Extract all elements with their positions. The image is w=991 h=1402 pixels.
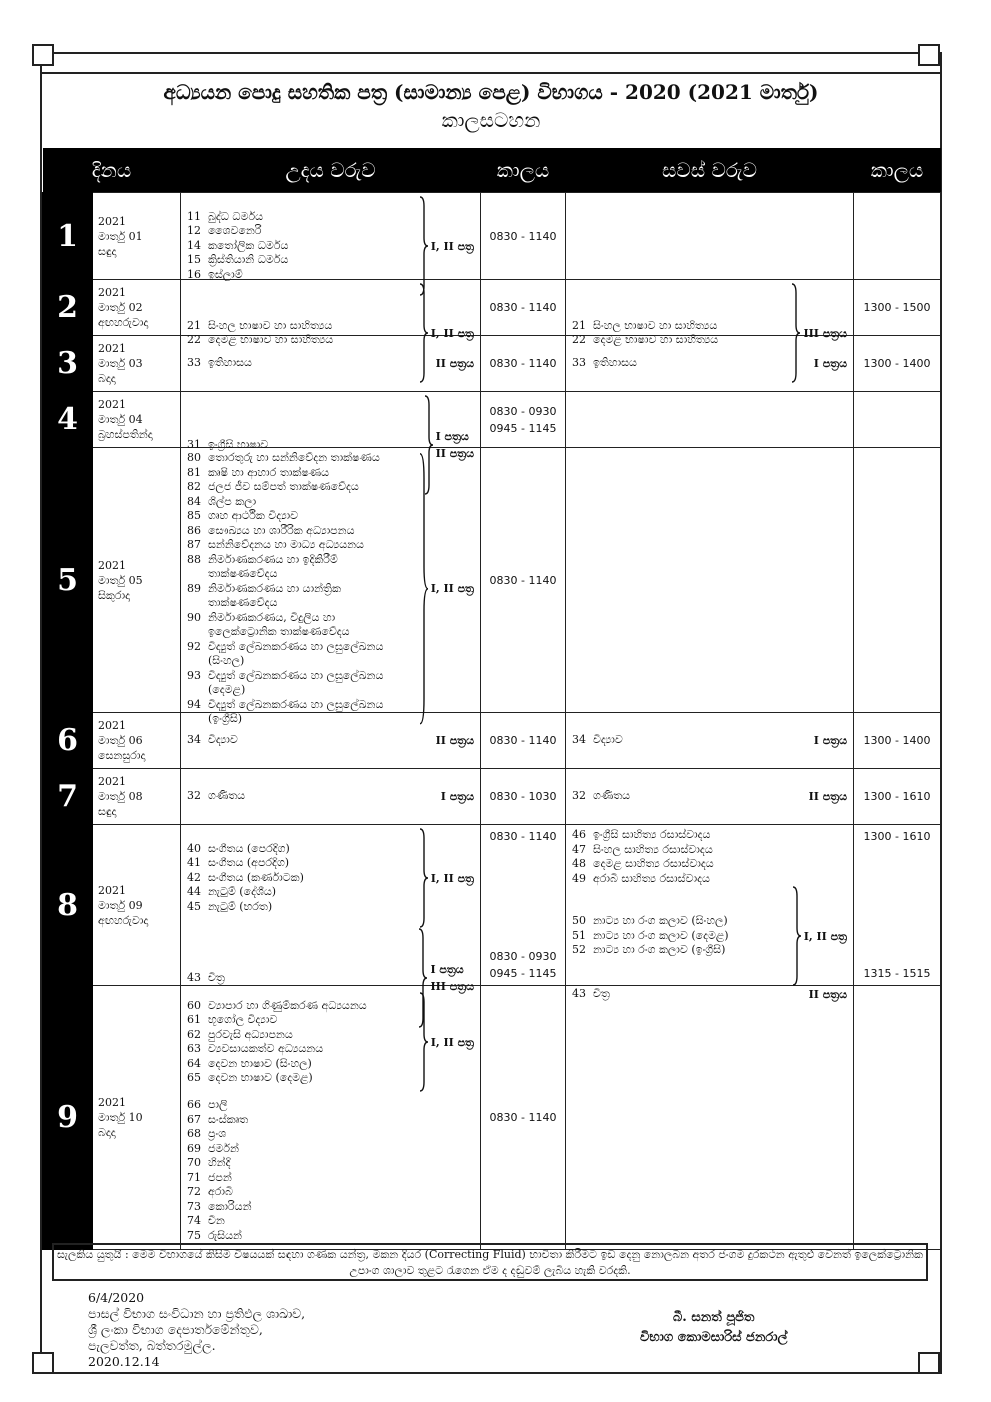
corner-ornament <box>32 44 54 66</box>
subject-item: 88 නිර්මාණකරණය හා ඉදිකිරීම් තාක්ෂණවේදය <box>187 552 338 580</box>
paper-text: I පත්‍රය <box>440 790 474 803</box>
time-list <box>854 448 940 712</box>
day-number: 9 <box>43 986 93 1250</box>
subject-group <box>187 196 474 296</box>
subject-list <box>572 733 814 748</box>
paper-text: I, II පත්‍ර <box>803 929 847 943</box>
date-line: අඟහරුවාදා <box>98 316 149 329</box>
time-slot: 0830 - 1030 <box>489 790 557 803</box>
subject-item: 65 දෙවන භාෂාව (දෙමළ) <box>187 1071 313 1084</box>
evening-cell <box>566 193 854 280</box>
time-slot: 1315 - 1515 <box>863 967 931 980</box>
subject-groups <box>566 825 853 1001</box>
paper-text: I පත්‍රය <box>813 357 847 370</box>
time-slot: 0830 - 1140 <box>489 229 557 243</box>
subject-group <box>572 986 847 1003</box>
day-number: 6 <box>43 713 93 769</box>
morning-cell <box>181 193 481 280</box>
subject-list <box>187 842 417 915</box>
subject-list <box>187 733 436 748</box>
subject-group <box>187 828 474 928</box>
subject-item: 82 ජලජ ජීව සම්පත් තාක්ෂණවේදය <box>187 480 359 493</box>
morning-time-cell <box>481 336 566 392</box>
morning-cell <box>181 769 481 825</box>
signatory-name: බී. සනත් පූජිත <box>672 1310 755 1325</box>
corner-ornament <box>918 44 940 66</box>
exam-date <box>93 193 181 280</box>
subject-list <box>572 828 847 886</box>
brace-icon <box>792 886 802 986</box>
subject-item: 52 නාට්‍ය හා රංග කලාව (ඉංග්‍රීසි) <box>572 943 726 957</box>
subject-item: 16 ඉස්ලාම් <box>187 267 243 281</box>
subject-groups <box>566 280 853 346</box>
subject-item: 12 ශෛවනෙරි <box>187 224 262 238</box>
document-title: අධ්‍යයන පොදු සහතික පත්‍ර (සාමාන්‍ය පෙළ) විභාගය - 2020 (2021 මාර්තු) <box>163 80 819 104</box>
evening-time-cell <box>854 448 941 713</box>
time-list <box>854 280 940 335</box>
subject-groups <box>181 193 480 279</box>
subject-item: 32 ගණිතය <box>187 789 246 803</box>
time-slot: 0830 - 1140 <box>489 1111 557 1124</box>
subject-item: 60 ව්‍යාපාර හා ගිණුම්කරණ අධ්‍යයනය <box>187 998 367 1012</box>
paper-text: II පත්‍රය <box>435 447 474 460</box>
paper-label <box>430 961 474 995</box>
date-line: මාර්තු 08 <box>98 790 143 803</box>
date-line: සිකුරාදා <box>98 588 130 602</box>
evening-time-cell <box>854 769 941 825</box>
exam-date <box>93 336 181 392</box>
time-slot: 0830 - 1140 <box>489 301 557 314</box>
paper-text: III පත්‍රය <box>803 326 847 340</box>
paper-text: I, II පත්‍ර <box>430 326 474 340</box>
subject-item: 34 විද්‍යාව <box>572 733 623 747</box>
subject-group <box>187 732 474 749</box>
morning-time-cell <box>481 825 566 986</box>
exam-date <box>93 280 181 336</box>
time-list <box>854 769 940 824</box>
title-block <box>42 72 940 150</box>
subject-item: 40 සංගීතය (පෙරදිග) <box>187 841 290 855</box>
subject-list <box>187 356 436 371</box>
subject-item: 62 පුරවැසි අධ්‍යාපනය <box>187 1027 293 1041</box>
subject-item: 92 විද්‍යුත් ලේඛනකරණය හා ලඝුලේඛනය (සිංහල) <box>187 639 384 667</box>
subject-group <box>572 355 847 372</box>
subject-groups <box>181 986 480 1249</box>
subject-item: 87 සන්නිවේදනය හා මාධ්‍ය අධ්‍යයනය <box>187 538 364 551</box>
subject-item: 90 නිර්මාණකරණය, විදුලිය හා ඉලෙක්ට්‍රොනික තාක්ෂණවේදය <box>187 610 350 638</box>
subject-group <box>187 1098 474 1243</box>
subject-item: 64 දෙවන භාෂාව (සිංහල) <box>187 1056 312 1070</box>
subject-item: 67 සංස්කෘත <box>187 1112 249 1126</box>
date-line: මාර්තු 02 <box>98 301 143 314</box>
paper-label <box>809 788 847 805</box>
day-number: 3 <box>43 336 93 392</box>
day-number: 5 <box>43 448 93 713</box>
subject-group <box>572 886 847 986</box>
subject-list <box>572 356 814 371</box>
brace-icon <box>419 992 429 1092</box>
date-line: 2021 <box>98 775 126 788</box>
day-number: 7 <box>43 769 93 825</box>
morning-time-cell <box>481 713 566 769</box>
day-number: 1 <box>43 193 93 280</box>
paper-label <box>431 870 474 887</box>
date-line: සෙනසුරාදා <box>98 749 146 762</box>
morning-time-cell <box>481 448 566 713</box>
subject-item: 47 සිංහල සාහිත්‍ය රසාස්වාදය <box>572 842 713 856</box>
exam-date <box>93 713 181 769</box>
evening-time-cell <box>854 336 941 392</box>
day-row <box>43 769 941 825</box>
date-line: සඳුදා <box>98 805 117 818</box>
morning-cell <box>181 280 481 346</box>
publish-date: 2020.12.14 <box>88 1354 160 1369</box>
issuer-address <box>88 1290 305 1370</box>
evening-cell <box>566 825 854 1001</box>
time-list <box>854 193 940 279</box>
subject-item: 34 විද්‍යාව <box>187 733 238 747</box>
subject-list <box>187 210 417 283</box>
header-day: දිනය <box>43 148 181 193</box>
date-line: මාර්තු 05 <box>98 573 143 587</box>
morning-cell <box>181 825 481 993</box>
time-list <box>481 392 565 447</box>
subject-group <box>187 355 474 372</box>
subject-group <box>572 788 847 805</box>
subject-item: 22 දෙමළ භාෂාව හා සාහිත්‍යය <box>187 333 334 346</box>
subject-item: 22 දෙමළ භාෂාව හා සාහිත්‍යය <box>572 333 719 346</box>
paper-label <box>436 355 474 372</box>
date-line: මාර්තු 10 <box>98 1111 143 1124</box>
paper-label <box>431 1034 474 1051</box>
date-line: 2021 <box>98 398 126 411</box>
brace-icon <box>419 451 429 727</box>
date-line: බ්‍රහස්පතින්දා <box>98 428 153 441</box>
paper-label <box>431 580 474 597</box>
subject-item: 69 ජර්මන් <box>187 1141 239 1155</box>
paper-text: I, II පත්‍ර <box>430 1035 474 1049</box>
subject-list <box>572 319 789 348</box>
subject-group <box>187 451 474 727</box>
time-slot: 0830 - 0930 <box>489 404 557 418</box>
subject-item: 33 ඉතිහාසය <box>187 356 252 370</box>
time-list <box>854 825 940 985</box>
signatory-designation: විභාග කොමසාරිස් ජනරාල් <box>640 1330 788 1345</box>
evening-cell <box>566 769 854 825</box>
time-slot: 1300 - 1610 <box>863 830 931 843</box>
subject-groups <box>566 392 853 447</box>
time-list <box>481 448 565 712</box>
corner-ornament <box>918 1352 940 1374</box>
subject-list <box>572 914 790 958</box>
subject-group <box>572 732 847 749</box>
subject-groups <box>566 713 853 768</box>
subject-item: 21 සිංහල භාෂාව හා සාහිත්‍යය <box>187 318 333 332</box>
subject-item: 73 කොරියන් <box>187 1199 252 1213</box>
date-line: 2021 <box>98 286 126 299</box>
evening-cell <box>566 986 854 1250</box>
signature-block <box>640 1308 787 1348</box>
date-line: 2021 <box>98 214 126 228</box>
subject-item: 31 ඉංග්‍රීසි භාෂාව <box>187 437 269 451</box>
paper-text: III පත්‍රය <box>430 980 474 993</box>
header-row <box>43 148 941 193</box>
subject-item: 72 අරාබි <box>187 1185 233 1198</box>
subject-item: 66 පාලි <box>187 1098 228 1111</box>
exam-date <box>93 986 181 1250</box>
subject-list <box>187 999 417 1086</box>
subject-item: 93 විද්‍යුත් ලේඛනකරණය හා ලඝුලේඛනය (දෙමළ) <box>187 668 384 696</box>
subject-groups <box>566 448 853 712</box>
header-morning: උදය වරුව <box>181 148 481 193</box>
paper-label <box>431 238 474 255</box>
time-list <box>481 713 565 768</box>
subject-item: 44 නැටුම් (දේශීය) <box>187 885 277 899</box>
subject-item: 74 චීන <box>187 1214 225 1227</box>
time-list <box>854 713 940 768</box>
paper-text: I, II පත්‍ර <box>430 239 474 253</box>
corner-ornament <box>32 1352 54 1374</box>
paper-text: II පත්‍රය <box>435 357 474 370</box>
subject-list <box>187 451 417 727</box>
paper-text: I පත්‍රය <box>430 963 464 976</box>
date-line: මාර්තු 03 <box>98 357 143 370</box>
day-number: 4 <box>43 392 93 448</box>
subject-item: 86 සෞඛ්‍යය හා ශාරීරික අධ්‍යාපනය <box>187 523 355 537</box>
date-line: 2021 <box>98 883 126 897</box>
day-row <box>43 448 941 713</box>
date-line: 2021 <box>98 1096 126 1109</box>
morning-time-cell <box>481 280 566 336</box>
day-number: 8 <box>43 825 93 986</box>
evening-time-cell <box>854 280 941 336</box>
time-slot: 0830 - 1140 <box>489 573 557 587</box>
evening-time-cell <box>854 825 941 986</box>
time-list <box>481 193 565 279</box>
subject-groups <box>181 769 480 824</box>
time-slot: 0945 - 1145 <box>489 421 557 435</box>
subject-item: 85 ගෘහ ආර්ථික විද්‍යාව <box>187 509 299 522</box>
date-line: 2021 <box>98 342 126 355</box>
subject-item: 94 විද්‍යුත් ලේඛනකරණය හා ලඝුලේඛනය (ඉංග්‍රීසි) <box>187 697 384 725</box>
timetable <box>42 148 941 1250</box>
subject-item: 14 කතෝලික ධර්මය <box>187 238 289 252</box>
time-slot: 0830 - 1140 <box>489 734 557 747</box>
paper-text: I, II පත්‍ර <box>430 582 474 596</box>
subject-list <box>187 789 441 804</box>
exam-date <box>93 825 181 986</box>
exam-date <box>93 392 181 448</box>
day-row <box>43 713 941 769</box>
subject-item: 84 ශිල්ප කලා <box>187 494 257 508</box>
evening-time-cell <box>854 392 941 448</box>
time-slot: 0830 - 1140 <box>489 357 557 370</box>
morning-cell <box>181 986 481 1250</box>
date-line: මාර්තු 06 <box>98 734 143 747</box>
paper-label <box>809 986 847 1003</box>
brace-icon <box>419 828 429 928</box>
exam-date <box>93 448 181 713</box>
date-line: සඳුදා <box>98 244 117 258</box>
subject-item: 21 සිංහල භාෂාව හා සාහිත්‍යය <box>572 318 718 332</box>
paper-label <box>814 732 847 749</box>
date-line: අඟහරුවාදා <box>98 913 149 927</box>
subject-item: 89 නිර්මාණකරණය හා යාන්ත්‍රික තාක්ෂණවේදය <box>187 581 341 609</box>
paper-text: II පත්‍රය <box>808 790 847 803</box>
subject-item: 15 ක්‍රිස්තියානි ධර්මය <box>187 253 289 267</box>
subject-item: 71 ජපන් <box>187 1170 232 1184</box>
paper-label <box>814 355 847 372</box>
subject-groups <box>566 193 853 279</box>
morning-cell <box>181 448 481 725</box>
paper-text: I පත්‍රය <box>813 734 847 747</box>
date-line: 2021 <box>98 558 126 572</box>
brace-icon <box>419 196 429 296</box>
subject-item: 51 නාට්‍ය හා රංග කලාව (දෙමළ) <box>572 928 729 942</box>
time-slot: 1300 - 1400 <box>863 357 931 370</box>
subject-item: 68 ප්‍රංශ <box>187 1127 227 1140</box>
subject-list <box>572 987 809 1002</box>
date-line: මාර්තු 09 <box>98 898 143 912</box>
paper-text: I පත්‍රය <box>435 430 469 443</box>
subject-item: 43 චිත්‍ර <box>187 970 225 984</box>
time-slot: 1300 - 1610 <box>863 790 931 803</box>
subject-item: 32 ගණිතය <box>572 789 631 803</box>
subject-item: 80 තොරතුරු හා සන්නිවේදන තාක්ෂණය <box>187 451 380 464</box>
subject-item: 81 කෘෂි හා ආහාර තාක්ෂණය <box>187 465 330 479</box>
morning-time-cell <box>481 392 566 448</box>
day-row <box>43 986 941 1250</box>
day-row <box>43 280 941 336</box>
paper-text: II පත්‍රය <box>808 988 847 1001</box>
subject-item: 42 සංගීතය (කර්ණාටක) <box>187 870 304 884</box>
time-list <box>854 392 940 447</box>
subject-item: 45 නැටුම් (භරත) <box>187 899 273 913</box>
subject-groups <box>566 986 853 1249</box>
morning-time-cell <box>481 986 566 1250</box>
subject-item: 33 ඉතිහාසය <box>572 356 637 370</box>
subject-item: 43 චිත්‍ර <box>572 987 610 1001</box>
date-line: බදාදා <box>98 1126 116 1139</box>
date-line: බදාදා <box>98 372 116 385</box>
subject-groups <box>181 825 480 993</box>
time-list <box>481 280 565 335</box>
evening-cell <box>566 448 854 713</box>
paper-label <box>436 732 474 749</box>
evening-cell <box>566 280 854 346</box>
paper-label <box>804 928 847 945</box>
morning-time-cell <box>481 193 566 280</box>
date-line: මාර්තු 01 <box>98 229 143 243</box>
day-row <box>43 392 941 448</box>
document-subtitle: කාලසටහන <box>441 108 541 132</box>
date-line: 2021 <box>98 719 126 732</box>
time-slot: 1300 - 1400 <box>863 734 931 747</box>
header-evening-time: කාලය <box>854 148 941 193</box>
paper-text: I, II පත්‍ර <box>430 871 474 885</box>
evening-time-cell <box>854 713 941 769</box>
paper-label <box>431 325 474 342</box>
morning-time-cell <box>481 769 566 825</box>
evening-time-cell <box>854 986 941 1250</box>
address-line: පැලවත්ත, බත්තරමුල්ල. <box>88 1338 216 1353</box>
subject-item: 75 රුසියන් <box>187 1228 242 1242</box>
subject-list <box>187 971 416 986</box>
time-list <box>854 336 940 391</box>
paper-label <box>441 788 474 805</box>
paper-text: II පත්‍රය <box>435 734 474 747</box>
subject-item: 49 අරාබි සාහිත්‍ය රසාස්වාදය <box>572 871 710 885</box>
evening-cell <box>566 713 854 769</box>
day-row <box>43 825 941 986</box>
subject-item: 61 භූගෝල විද්‍යාව <box>187 1013 278 1026</box>
subject-groups <box>566 769 853 824</box>
time-list <box>481 825 565 985</box>
subject-groups <box>181 448 480 725</box>
time-list <box>481 336 565 391</box>
evening-cell <box>566 392 854 448</box>
time-list <box>481 769 565 824</box>
day-number: 2 <box>43 280 93 336</box>
subject-item: 48 දෙමළ සාහිත්‍ය රසාස්වාදය <box>572 857 714 870</box>
header-morning-time: කාලය <box>481 148 566 193</box>
subject-group <box>187 788 474 805</box>
subject-group <box>572 828 847 886</box>
subject-item: 46 ඉංග්‍රීසි සාහිත්‍ය රසාස්වාදය <box>572 828 711 841</box>
time-slot: 0830 - 1140 <box>489 830 557 843</box>
subject-item: 70 හින්දි <box>187 1156 231 1169</box>
subject-item: 11 බුද්ධ ධර්මය <box>187 209 263 223</box>
subject-group <box>187 992 474 1092</box>
paper-label <box>803 325 847 342</box>
time-list <box>854 986 940 1249</box>
subject-groups <box>181 280 480 346</box>
notice-box: සැලකිය යුතුයි : මෙම විභාගයේ කිසිම විෂයයක් සඳහා ගණක යන්ත්‍ර, මකන දියර (Correcting Fluid) භාවිතා කිරීමට ඉඩ දෙනු නොලබන අතර ජංගම දුරකථන ඇතුළු වෙනත් ඉලෙක්ට්‍රොනික උපාංග ශාලාව තුළට රැගෙන ඒම ද දඬුවම් ලැබිය හැකි වරදකි. <box>52 1243 928 1281</box>
exam-date <box>93 769 181 825</box>
subject-item: 50 නාට්‍ය හා රංග කලාව (සිංහල) <box>572 914 728 928</box>
header-evening: සවස් වරුව <box>566 148 854 193</box>
date-line: මාර්තු 04 <box>98 413 143 426</box>
time-list <box>481 986 565 1249</box>
address-line: ශ්‍රී ලංකා විභාග දෙපාර්තමේන්තුව, <box>88 1322 263 1337</box>
subject-list <box>187 319 417 348</box>
subject-item: 41 සංගීතය (අපරදිග) <box>187 856 290 870</box>
subject-item: 63 ව්‍යවසායකත්ව අධ්‍යයනය <box>187 1042 324 1055</box>
subject-list <box>572 789 809 804</box>
time-slot: 1300 - 1500 <box>863 301 931 314</box>
time-slot: 0830 - 0930 0945 - 1145 <box>489 950 557 980</box>
subject-list <box>187 1098 474 1243</box>
issue-date: 6/4/2020 <box>88 1290 145 1305</box>
day-row <box>43 193 941 280</box>
evening-time-cell <box>854 193 941 280</box>
address-line: පාසල් විභාග සංවිධාන හා ප්‍රතිඵල ශාඛාව, <box>88 1306 306 1321</box>
